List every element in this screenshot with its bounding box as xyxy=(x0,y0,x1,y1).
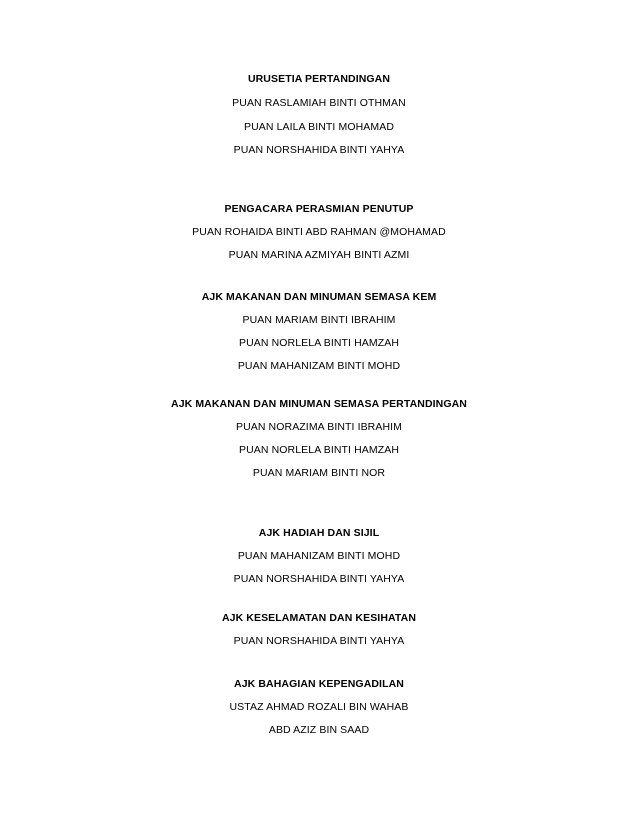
member-name: PUAN ROHAIDA BINTI ABD RAHMAN @MOHAMAD xyxy=(192,226,446,238)
member-name: PUAN MARINA AZMIYAH BINTI AZMI xyxy=(228,249,410,261)
member-name: PUAN NORSHAHIDA BINTI YAHYA xyxy=(233,573,405,585)
member-name: ABD AZIZ BIN SAAD xyxy=(268,724,370,736)
section-heading: AJK BAHAGIAN KEPENGADILAN xyxy=(234,678,404,690)
section-heading: AJK MAKANAN DAN MINUMAN SEMASA KEM xyxy=(201,291,437,303)
section-heading: AJK HADIAH DAN SIJIL xyxy=(258,527,380,539)
member-name: PUAN MAHANIZAM BINTI MOHD xyxy=(237,550,401,562)
section-heading: AJK MAKANAN DAN MINUMAN SEMASA PERTANDINGAN xyxy=(171,398,467,410)
section-heading: URUSETIA PERTANDINGAN xyxy=(247,73,391,85)
member-name: PUAN NORLELA BINTI HAMZAH xyxy=(238,337,400,349)
section-heading: AJK KESELAMATAN DAN KESIHATAN xyxy=(221,612,417,624)
member-name: USTAZ AHMAD ROZALI BIN WAHAB xyxy=(229,701,409,713)
member-name: PUAN NORSHAHIDA BINTI YAHYA xyxy=(233,635,405,647)
member-name: PUAN LAILA BINTI MOHAMAD xyxy=(243,121,394,133)
member-name: PUAN MAHANIZAM BINTI MOHD xyxy=(237,360,401,372)
section-heading: PENGACARA PERASMIAN PENUTUP xyxy=(224,203,414,215)
member-name: PUAN MARIAM BINTI IBRAHIM xyxy=(242,314,396,326)
member-name: PUAN RASLAMIAH BINTI OTHMAN xyxy=(232,97,406,109)
member-name: PUAN NORSHAHIDA BINTI YAHYA xyxy=(233,144,405,156)
member-name: PUAN NORLELA BINTI HAMZAH xyxy=(238,444,400,456)
member-name: PUAN NORAZIMA BINTI IBRAHIM xyxy=(235,421,403,433)
member-name: PUAN MARIAM BINTI NOR xyxy=(252,467,386,479)
